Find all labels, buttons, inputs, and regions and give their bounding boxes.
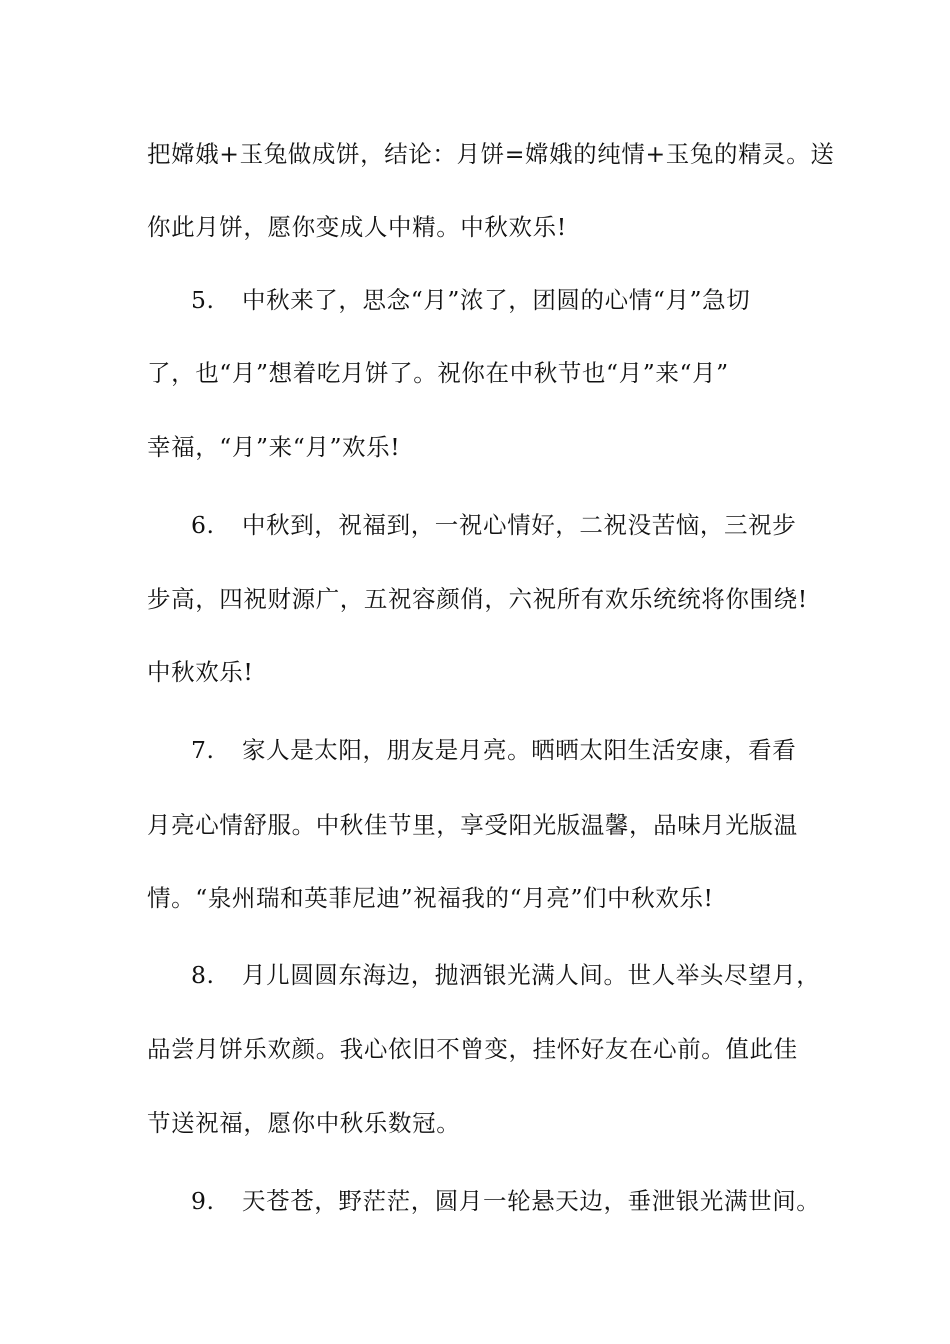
- item-number: 6.: [191, 511, 215, 539]
- text-line: 节送祝福，愿你中秋乐数冠。: [147, 1109, 461, 1137]
- text-line: 幸福，“月”来“月”欢乐!: [147, 433, 401, 461]
- item-number: 8.: [191, 961, 215, 989]
- list-item-9: 9. 天苍苍，野茫茫，圆月一轮悬天边，垂泄银光满世间。: [191, 1184, 871, 1218]
- text-line: 品尝月饼乐欢颜。我心依旧不曾变，挂怀好友在心前。值此佳: [147, 1035, 798, 1063]
- text-line: 情。“泉州瑞和英菲尼迪”祝福我的“月亮”们中秋欢乐!: [147, 884, 714, 912]
- text-line: 把嫦娥+玉兔做成饼，结论：月饼=嫦娥的纯情+玉兔的精灵。送: [147, 140, 835, 168]
- text-line: 步高，四祝财源广，五祝容颜俏，六祝所有欢乐统统将你围绕!: [147, 585, 808, 613]
- text-line: 中秋欢乐!: [147, 658, 254, 686]
- text-line: 了，也“月”想着吃月饼了。祝你在中秋节也“月”来“月”: [147, 359, 729, 387]
- item-number: 5.: [191, 286, 215, 314]
- list-item-7: 7. 家人是太阳，朋友是月亮。晒晒太阳生活安康，看看: [191, 733, 871, 767]
- list-item-5: 5. 中秋来了，思念“月”浓了，团圆的心情“月”急切: [191, 283, 871, 317]
- text-line: 月亮心情舒服。中秋佳节里，享受阳光版温馨，品味月光版温: [147, 811, 798, 839]
- list-item-6: 6. 中秋到，祝福到，一祝心情好，二祝没苦恼，三祝步: [191, 508, 871, 542]
- item-number: 9.: [191, 1187, 215, 1215]
- item-number: 7.: [191, 736, 215, 764]
- text-line: 你此月饼，愿你变成人中精。中秋欢乐!: [147, 213, 567, 241]
- list-item-8: 8. 月儿圆圆东海边，抛洒银光满人间。世人举头尽望月，: [191, 958, 871, 992]
